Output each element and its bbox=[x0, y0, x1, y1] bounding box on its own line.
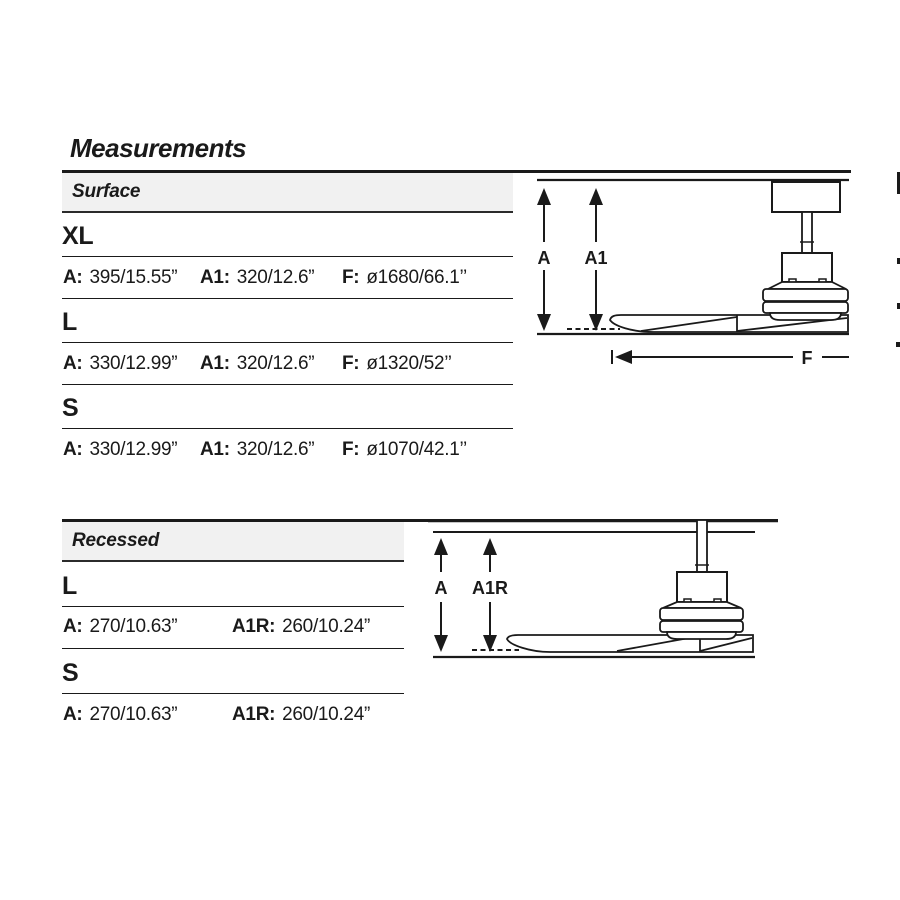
surface-size-xl: XL bbox=[62, 213, 513, 257]
measurement-a: A: 395/15.55” bbox=[63, 266, 178, 288]
surface-fan-figure bbox=[535, 174, 851, 370]
fan-downrod bbox=[802, 212, 812, 253]
measurement-a: A: 270/10.63” bbox=[63, 703, 178, 725]
fan-canopy bbox=[772, 182, 840, 212]
fan-motor bbox=[677, 572, 727, 602]
measurement-a1: A1: 320/12.6” bbox=[200, 266, 315, 288]
dimension-f bbox=[612, 350, 849, 364]
label-a: A bbox=[434, 578, 448, 598]
surface-header: Surface bbox=[62, 173, 513, 213]
measurement-a1r: A1R: 260/10.24” bbox=[232, 616, 370, 637]
surface-measurements-l bbox=[62, 343, 513, 385]
measurement-a1r: A1R: 260/10.24” bbox=[232, 703, 370, 725]
page-title: Measurements bbox=[70, 133, 247, 163]
label-a1: A1 bbox=[584, 248, 608, 268]
surface-measurements-xl bbox=[62, 257, 513, 299]
recessed-measurements-l bbox=[62, 607, 404, 649]
recessed-fan-figure bbox=[428, 514, 780, 664]
measurement-a: A: 270/10.63” bbox=[63, 616, 178, 637]
recessed-header: Recessed bbox=[62, 522, 404, 562]
recessed-table bbox=[62, 522, 404, 736]
fan-motor bbox=[782, 253, 832, 282]
page-edge-mark bbox=[896, 342, 900, 347]
fan-downrod bbox=[697, 520, 707, 572]
recessed-size-l: L bbox=[62, 562, 404, 607]
fan-hub bbox=[763, 282, 848, 320]
label-a: A bbox=[537, 248, 551, 268]
surface-size-s: S bbox=[62, 385, 513, 429]
measurement-f: F: ø1320/52’’ bbox=[342, 352, 452, 374]
label-f: F bbox=[801, 348, 813, 368]
measurement-a1: A1: 320/12.6” bbox=[200, 352, 315, 374]
surface-table bbox=[62, 173, 513, 471]
label-a1r: A1R bbox=[471, 578, 509, 598]
fan-hub bbox=[660, 602, 743, 639]
measurement-f: F: ø1070/42.1’’ bbox=[342, 439, 467, 460]
measurement-a: A: 330/12.99” bbox=[63, 439, 178, 460]
measurement-f: F: ø1680/66.1’’ bbox=[342, 266, 467, 288]
recessed-measurements-s bbox=[62, 694, 404, 736]
measurement-a1: A1: 320/12.6” bbox=[200, 439, 315, 460]
surface-size-l: L bbox=[62, 299, 513, 343]
surface-measurements-s bbox=[62, 429, 513, 471]
measurement-a: A: 330/12.99” bbox=[63, 352, 178, 374]
recessed-size-s: S bbox=[62, 649, 404, 694]
